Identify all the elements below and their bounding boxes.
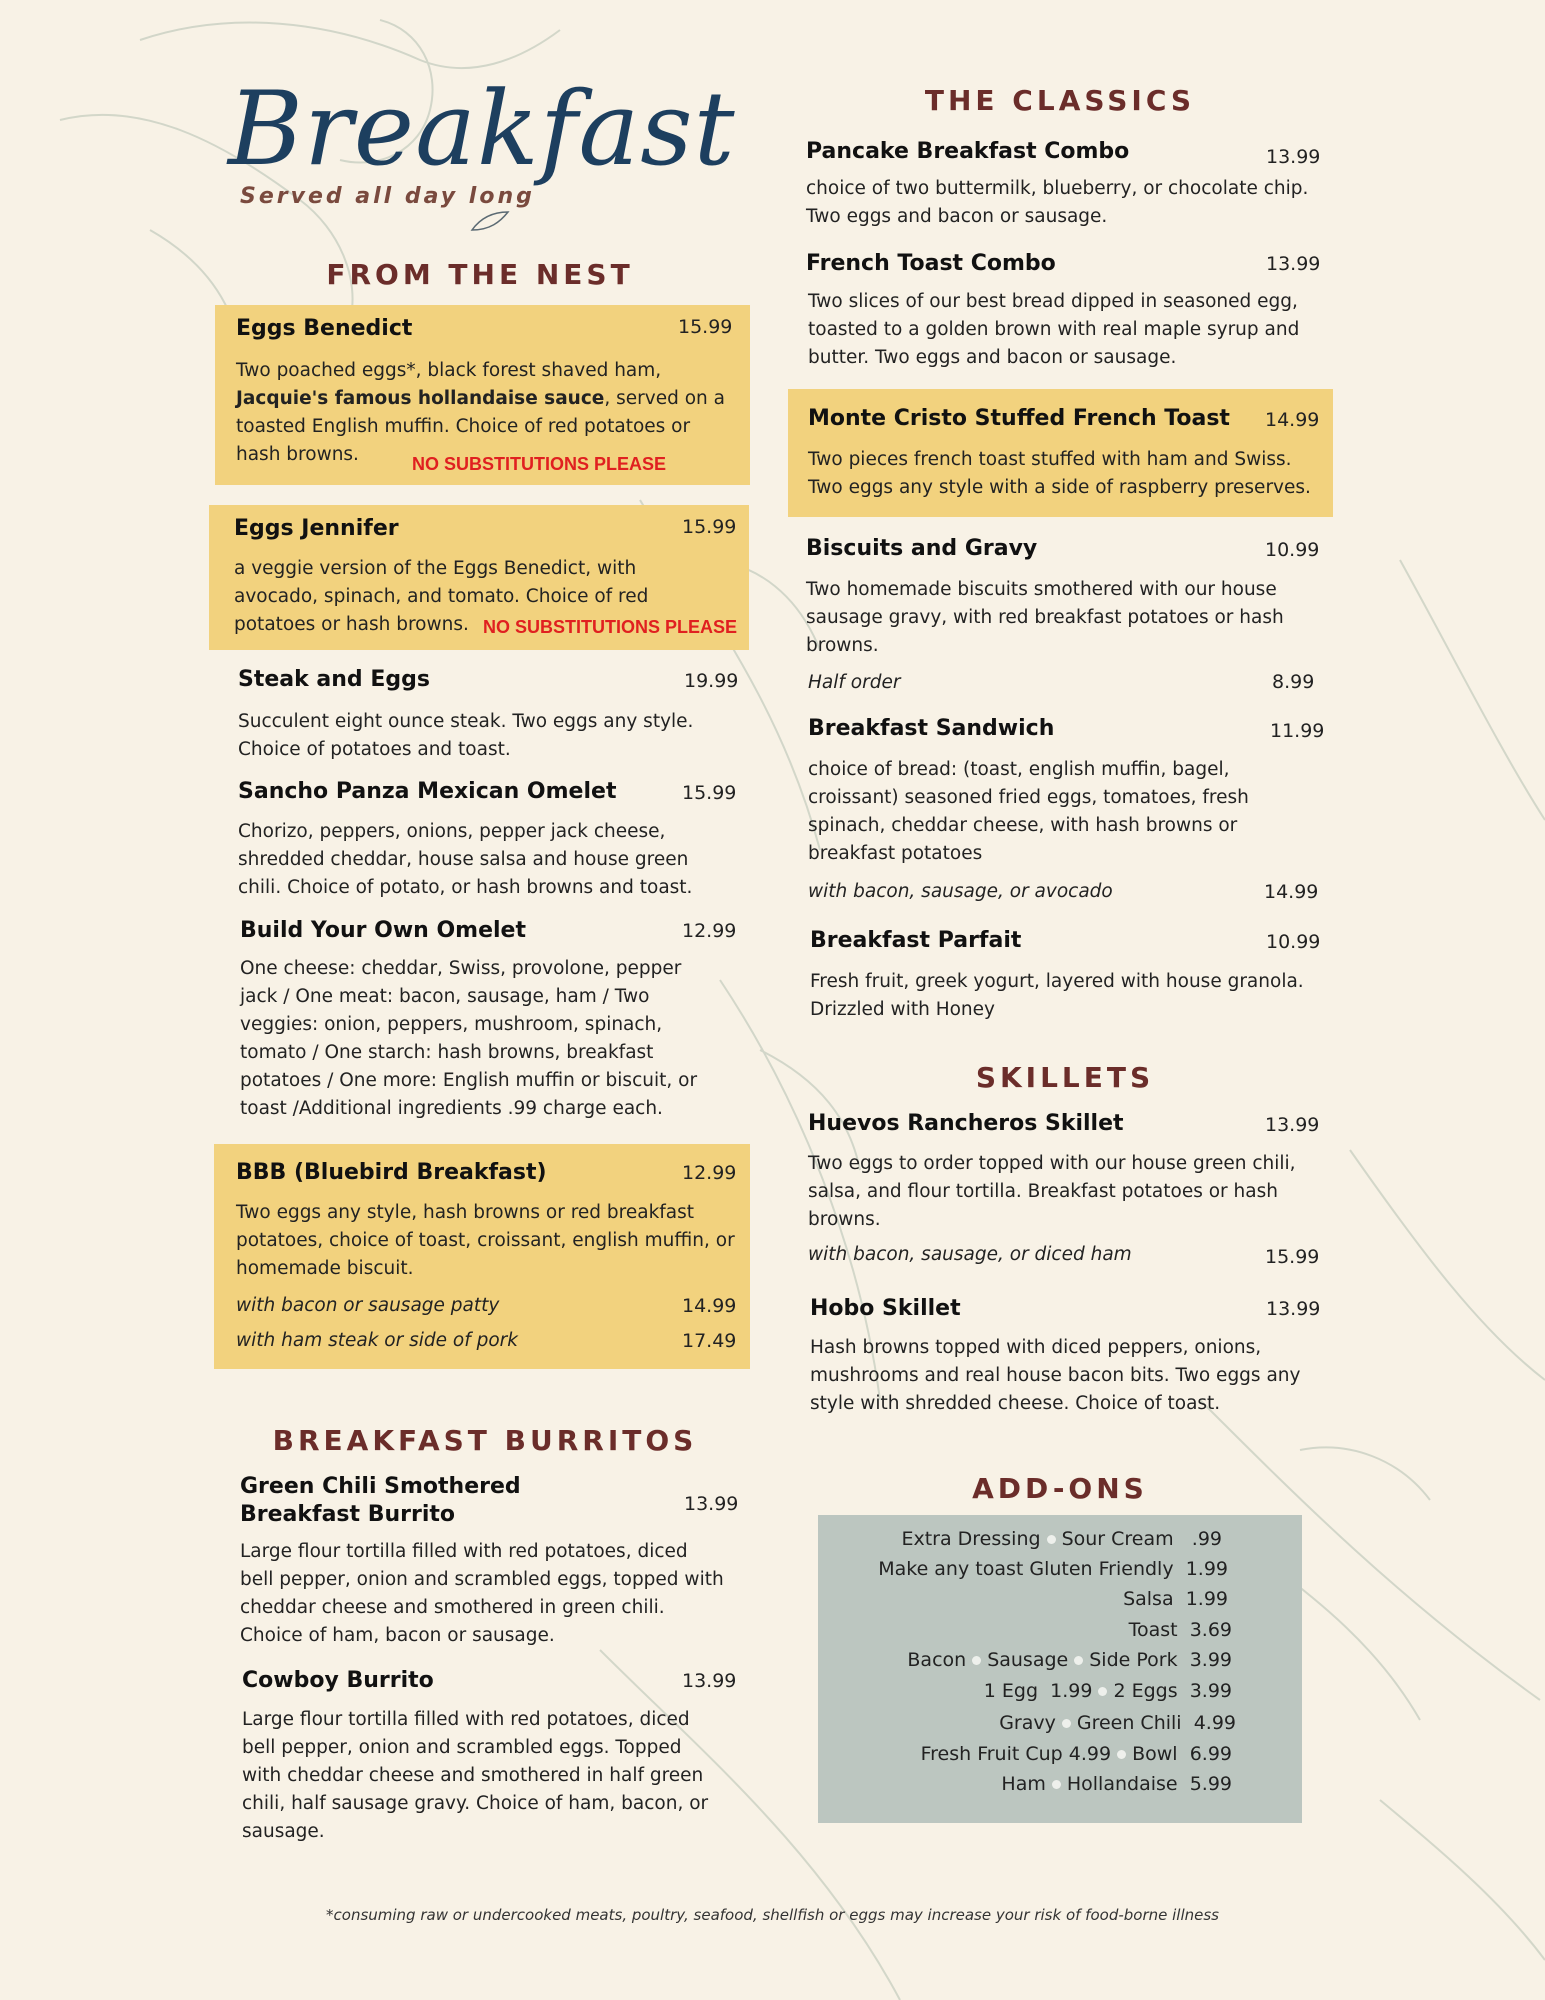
eggs-benedict-desc-b: , served on a toasted English muffin. Choice of red potatoes or hash browns.	[236, 388, 725, 465]
french-toast-combo-price: 13.99	[1266, 253, 1321, 275]
addon-sausage: Sausage	[987, 1649, 1069, 1671]
eggs-benedict-price: 15.99	[678, 316, 733, 338]
huevos-rancheros-option: with bacon, sausage, or diced ham	[808, 1244, 1132, 1265]
addon-fruit-bowl: Bowl	[1132, 1743, 1178, 1765]
dot-icon	[1062, 1719, 1071, 1728]
breakfast-sandwich-price: 11.99	[1270, 720, 1325, 742]
eggs-benedict-desc-bold: Jacquie's famous hollandaise sauce	[236, 388, 605, 409]
dot-icon	[1074, 1656, 1083, 1665]
build-omelet-name: Build Your Own Omelet	[240, 918, 526, 943]
addon-sour-cream: Sour Cream	[1061, 1528, 1174, 1550]
section-the-classics: THE CLASSICS	[924, 84, 1196, 117]
addon-toast-price: 3.69	[1189, 1619, 1232, 1641]
addon-two-eggs-price: 3.99	[1189, 1680, 1232, 1702]
addon-dressing-price: .99	[1191, 1528, 1222, 1550]
eggs-benedict-desc	[236, 357, 734, 469]
eggs-jennifer-price: 15.99	[682, 516, 737, 538]
food-safety-disclaimer: *consuming raw or undercooked meats, poultry, seafood, shellfish or eggs may increase your risk of food-borne illness	[326, 1906, 1219, 1924]
cowboy-burrito-desc: Large flour tortilla filled with red potatoes, diced bell pepper, onion and scrambled eggs. Topped with cheddar cheese and smothered in half green chili, half sausage gravy. Choice of ham, bacon, or sausage.	[242, 1709, 709, 1842]
menu-title: Breakfast	[228, 70, 736, 189]
biscuits-gravy-name: Biscuits and Gravy	[806, 536, 1038, 561]
green-chili-burrito-name-2: Breakfast Burrito	[240, 1502, 456, 1527]
dot-icon	[972, 1656, 981, 1665]
dot-icon	[1117, 1750, 1126, 1759]
addon-row-toast	[1129, 1619, 1232, 1641]
eggs-jennifer-no-substitutions: NO SUBSTITUTIONS PLEASE	[483, 617, 738, 637]
bbb-option-2-price: 17.49	[682, 1330, 737, 1352]
addon-row-fruit	[921, 1743, 1232, 1765]
breakfast-parfait-price: 10.99	[1266, 931, 1321, 953]
addon-extra-dressing: Extra Dressing	[901, 1528, 1041, 1550]
dot-icon	[1052, 1780, 1061, 1789]
french-toast-combo-name: French Toast Combo	[806, 251, 1056, 276]
addon-bacon: Bacon	[907, 1649, 967, 1671]
breakfast-parfait-name: Breakfast Parfait	[810, 928, 1022, 953]
addon-gravy-price: 4.99	[1193, 1712, 1236, 1734]
biscuits-half-order: Half order	[808, 672, 901, 693]
addon-gluten-price: 1.99	[1185, 1558, 1228, 1580]
huevos-rancheros-name: Huevos Rancheros Skillet	[808, 1111, 1124, 1136]
section-skillets: SKILLETS	[975, 1061, 1155, 1094]
biscuits-gravy-desc: Two homemade biscuits smothered with our house sausage gravy, with red breakfast potatoes or hash browns.	[806, 579, 1284, 656]
addon-ham: Ham	[1001, 1773, 1046, 1795]
huevos-rancheros-price: 13.99	[1265, 1114, 1320, 1136]
eggs-jennifer-desc: a veggie version of the Eggs Benedict, with avocado, spinach, and tomato. Choice of red potatoes or hash browns.	[234, 558, 649, 635]
build-omelet-price: 12.99	[682, 920, 737, 942]
monte-cristo-name: Monte Cristo Stuffed French Toast	[808, 406, 1230, 431]
cowboy-burrito-price: 13.99	[682, 1670, 737, 1692]
steak-eggs-price: 19.99	[684, 670, 739, 692]
addon-one-egg: 1 Egg	[983, 1680, 1039, 1702]
addon-hollandaise: Hollandaise	[1066, 1773, 1178, 1795]
eggs-benedict-name: Eggs Benedict	[236, 316, 413, 341]
addon-fruit-cup: Fresh Fruit Cup	[920, 1743, 1063, 1765]
french-toast-combo-desc: Two slices of our best bread dipped in seasoned egg, toasted to a golden brown with real maple syrup and butter. Two eggs and bacon or sausage.	[808, 291, 1300, 368]
steak-eggs-name: Steak and Eggs	[238, 667, 430, 692]
addon-row-gravy	[999, 1712, 1236, 1734]
addon-gluten-friendly: Make any toast Gluten Friendly	[878, 1558, 1174, 1580]
build-omelet-desc: One cheese: cheddar, Swiss, provolone, pepper jack / One meat: bacon, sausage, ham / Two veggies: onion, peppers, mushroom, spinach, tomato / One starch: hash browns, breakfast potatoes / One more: English muffin or biscuit, or toast /Additional ingredients .99 charge each.	[240, 958, 698, 1119]
hobo-skillet-price: 13.99	[1266, 1298, 1321, 1320]
addon-salsa: Salsa	[1123, 1588, 1174, 1610]
addon-two-eggs: 2 Eggs	[1113, 1680, 1178, 1702]
bbb-price: 12.99	[682, 1162, 737, 1184]
addon-row-ham	[1001, 1773, 1232, 1795]
sancho-panza-price: 15.99	[682, 782, 737, 804]
pancake-combo-name: Pancake Breakfast Combo	[806, 139, 1130, 164]
hobo-skillet-name: Hobo Skillet	[810, 1296, 961, 1321]
green-chili-burrito-desc: Large flour tortilla filled with red potatoes, diced bell pepper, onion and scrambled eggs, topped with cheddar cheese and smothered in green chili. Choice of ham, bacon or sausage.	[240, 1541, 724, 1646]
monte-cristo-desc: Two pieces french toast stuffed with ham and Swiss. Two eggs any style with a side of raspberry preserves.	[808, 449, 1311, 498]
dot-icon	[1098, 1687, 1107, 1696]
bbb-desc: Two eggs any style, hash browns or red breakfast potatoes, choice of toast, croissant, english muffin, or homemade biscuit.	[236, 1202, 735, 1279]
bbb-option-1-price: 14.99	[682, 1295, 737, 1317]
addon-meats-price: 3.99	[1189, 1649, 1232, 1671]
eggs-benedict-desc-a: Two poached eggs*, black forest shaved ham,	[236, 360, 662, 381]
huevos-rancheros-desc: Two eggs to order topped with our house green chili, salsa, and flour tortilla. Breakfast potatoes or hash browns.	[808, 1153, 1296, 1230]
addon-toast: Toast	[1128, 1619, 1178, 1641]
addon-row-dressing	[901, 1528, 1222, 1550]
addon-row-salsa	[1123, 1588, 1228, 1610]
addon-row-meats	[907, 1649, 1232, 1671]
breakfast-sandwich-option: with bacon, sausage, or avocado	[808, 881, 1113, 902]
feather-icon	[470, 208, 510, 238]
bbb-name: BBB (Bluebird Breakfast)	[236, 1160, 547, 1185]
addon-fruit-cup-price: 4.99	[1068, 1743, 1112, 1765]
addon-gravy: Gravy	[999, 1712, 1056, 1734]
bbb-option-2: with ham steak or side of pork	[236, 1330, 518, 1351]
section-add-ons: ADD-ONS	[972, 1472, 1148, 1505]
hobo-skillet-desc: Hash browns topped with diced peppers, onions, mushrooms and real house bacon bits. Two eggs any style with shredded cheese. Choice of toast.	[810, 1337, 1301, 1414]
breakfast-sandwich-option-price: 14.99	[1264, 881, 1319, 903]
breakfast-sandwich-name: Breakfast Sandwich	[808, 716, 1055, 741]
huevos-rancheros-option-price: 15.99	[1265, 1246, 1320, 1268]
monte-cristo-price: 14.99	[1265, 409, 1320, 431]
breakfast-parfait-desc: Fresh fruit, greek yogurt, layered with house granola. Drizzled with Honey	[810, 971, 1304, 1020]
addon-side-pork: Side Pork	[1089, 1649, 1178, 1671]
green-chili-burrito-price: 13.99	[684, 1493, 739, 1515]
addon-salsa-price: 1.99	[1185, 1588, 1228, 1610]
green-chili-burrito-name-1: Green Chili Smothered	[240, 1474, 521, 1499]
biscuits-gravy-price: 10.99	[1265, 539, 1320, 561]
eggs-jennifer-name: Eggs Jennifer	[234, 516, 399, 541]
breakfast-sandwich-desc: choice of bread: (toast, english muffin, bagel, croissant) seasoned fried eggs, tomatoes, fresh spinach, cheddar cheese, with hash browns or breakfast potatoes	[808, 759, 1249, 864]
sancho-panza-name: Sancho Panza Mexican Omelet	[238, 779, 617, 804]
addon-one-egg-price: 1.99	[1050, 1680, 1093, 1702]
addon-green-chili: Green Chili	[1076, 1712, 1182, 1734]
sancho-panza-desc: Chorizo, peppers, onions, pepper jack cheese, shredded cheddar, house salsa and house green chili. Choice of potato, or hash browns and toast.	[238, 821, 693, 898]
steak-eggs-desc: Succulent eight ounce steak. Two eggs any style. Choice of potatoes and toast.	[238, 711, 694, 760]
addon-row-gluten	[878, 1558, 1228, 1580]
addons-panel	[818, 1515, 1302, 1823]
addon-ham-price: 5.99	[1189, 1773, 1232, 1795]
menu-subtitle: Served all day long	[240, 184, 535, 209]
cowboy-burrito-name: Cowboy Burrito	[242, 1668, 434, 1693]
addon-row-eggs	[984, 1680, 1232, 1702]
pancake-combo-desc: choice of two buttermilk, blueberry, or chocolate chip. Two eggs and bacon or sausage.	[806, 178, 1309, 227]
section-from-the-nest: FROM THE NEST	[326, 258, 634, 291]
eggs-benedict-no-substitutions: NO SUBSTITUTIONS PLEASE	[412, 454, 667, 474]
dot-icon	[1047, 1535, 1056, 1544]
biscuits-half-order-price: 8.99	[1272, 671, 1315, 693]
bbb-option-1: with bacon or sausage patty	[236, 1295, 500, 1316]
addon-fruit-bowl-price: 6.99	[1189, 1743, 1232, 1765]
section-breakfast-burritos: BREAKFAST BURRITOS	[272, 1424, 698, 1457]
pancake-combo-price: 13.99	[1266, 146, 1321, 168]
